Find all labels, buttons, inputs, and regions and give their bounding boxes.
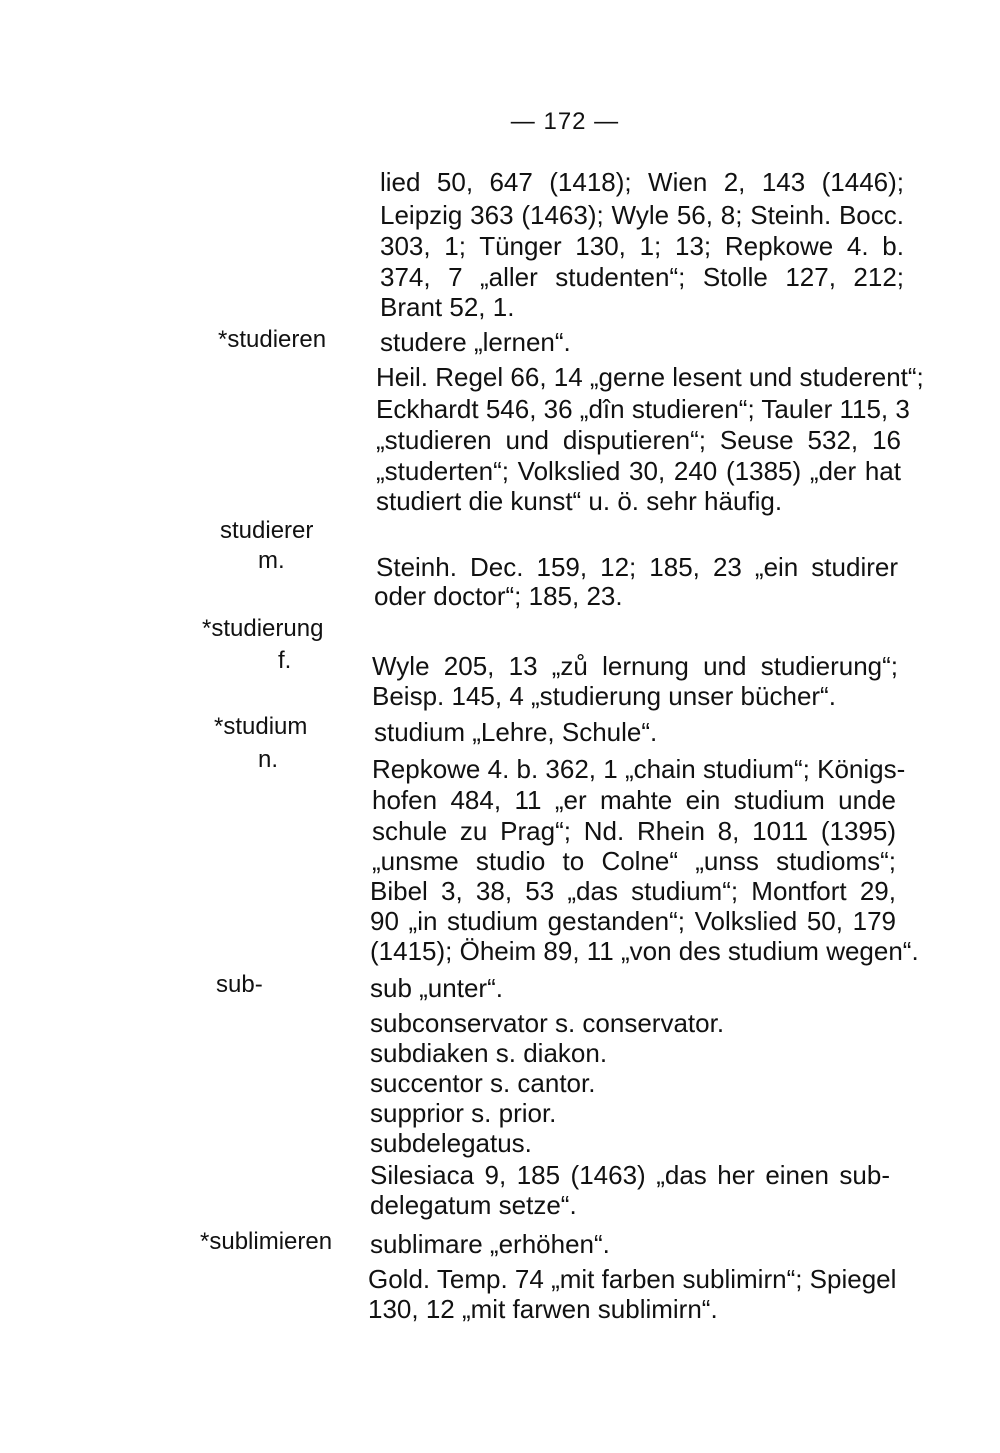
text-line: supprior s. prior. [370,1098,557,1128]
headword: *studieren [218,326,327,353]
text-line: hofen 484, 11 „er mahte ein studium unde [372,785,896,815]
text-line: Beisp. 145, 4 „studierung unser bücher“. [372,681,836,711]
text-line: 130, 12 „mit farwen sublimirn“. [368,1294,718,1324]
page-number: — 172 — [510,108,620,135]
text-line: schule zu Prag“; Nd. Rhein 8, 1011 (1395) [372,816,896,846]
text-line: Silesiaca 9, 185 (1463) „das her einen sub- [370,1160,890,1190]
text-line: Leipzig 363 (1463); Wyle 56, 8; Steinh. Bocc. [380,200,904,230]
text-line: Gold. Temp. 74 „mit farben sublimirn“; Spiegel [368,1264,897,1294]
headword: *studium [214,713,308,740]
text-line: Bibel 3, 38, 53 „das studium“; Montfort 29, [370,876,896,906]
headword: *sublimieren [200,1228,333,1255]
text-line: Wyle 205, 13 „zů lernung und studierung“; [372,651,898,681]
text-line: (1415); Öheim 89, 11 „von des studium wegen“. [370,936,919,966]
gender-label: n. [258,746,279,773]
gender-label: f. [278,647,292,674]
text-line: Repkowe 4. b. 362, 1 „chain studium“; Königs- [372,754,906,784]
headword: studierer [220,517,314,544]
text-line: 303, 1; Tünger 130, 1; 13; Repkowe 4. b. [380,231,904,261]
gender-label: m. [258,547,285,574]
text-line: Heil. Regel 66, 14 „gerne lesent und studerent“; [376,362,924,392]
headword: sub- [216,971,263,998]
text-line: Brant 52, 1. [380,292,515,322]
headword: *studierung [202,615,324,642]
text-line: studiert die kunst“ u. ö. sehr häufig. [376,486,783,516]
text-line: oder doctor“; 185, 23. [374,581,623,611]
text-line: 90 „in studium gestanden“; Volkslied 50, 179 [370,906,896,936]
text-line: 374, 7 „aller studenten“; Stolle 127, 212; [380,262,904,292]
text-line: studium „Lehre, Schule“. [374,717,658,747]
text-line: subconservator s. conservator. [370,1008,725,1038]
text-line: Eckhardt 546, 36 „dîn studieren“; Tauler 115, 3 [376,394,910,424]
text-line: „studerten“; Volkslied 30, 240 (1385) „der hat [376,456,901,486]
text-line: lied 50, 647 (1418); Wien 2, 143 (1446); [380,167,904,197]
text-line: subdiaken s. diakon. [370,1038,608,1068]
text-line: Steinh. Dec. 159, 12; 185, 23 „ein studirer [376,552,898,582]
text-line: „unsme studio to Colne“ „unss studioms“; [372,846,896,876]
text-line: subdelegatus. [370,1128,532,1158]
text-line: delegatum setze“. [370,1190,577,1220]
text-line: sub „unter“. [370,973,503,1003]
text-line: sublimare „erhöhen“. [370,1229,610,1259]
text-line: succentor s. cantor. [370,1068,596,1098]
text-line: „studieren und disputieren“; Seuse 532, 16 [376,425,901,455]
text-line: studere „lernen“. [380,327,571,357]
